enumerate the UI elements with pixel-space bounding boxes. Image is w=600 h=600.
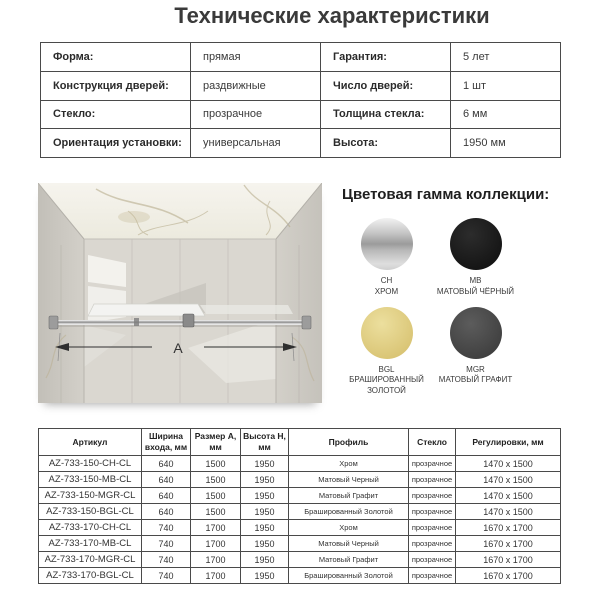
article-code-cell: AZ-733-170-MGR-CL — [39, 552, 142, 568]
color-section-title: Цветовая гамма коллекции: — [342, 186, 550, 203]
article-code-cell: AZ-733-150-BGL-CL — [39, 504, 142, 520]
article-value-cell: Матовый Черный — [289, 472, 409, 488]
spec-value: прозрачное — [191, 100, 321, 129]
article-value-cell: Брашированный Золотой — [289, 568, 409, 584]
spec-label: Число дверей: — [321, 71, 451, 100]
swatch-label — [433, 276, 519, 298]
article-value-cell: 1700 — [191, 552, 241, 568]
spec-value: 5 лет — [451, 43, 561, 72]
articles-header-cell: Ширина входа, мм — [142, 429, 191, 456]
article-value-cell: Матовый Графит — [289, 552, 409, 568]
article-value-cell: 1670 x 1700 — [456, 568, 561, 584]
article-value-cell: 1500 — [191, 504, 241, 520]
articles-table-body — [39, 456, 561, 584]
article-code-cell: AZ-733-170-CH-CL — [39, 520, 142, 536]
article-code-cell: AZ-733-170-BGL-CL — [39, 568, 142, 584]
article-value-cell: 640 — [142, 456, 191, 472]
article-value-cell: 1470 x 1500 — [456, 504, 561, 520]
articles-header-cell: Регулировки, мм — [456, 429, 561, 456]
article-value-cell: 1950 — [241, 456, 289, 472]
spec-value: 6 мм — [451, 100, 561, 129]
article-value-cell: 640 — [142, 504, 191, 520]
marble-ceiling — [38, 183, 322, 239]
swatch-ch — [342, 218, 431, 298]
article-value-cell: прозрачное — [409, 488, 456, 504]
article-value-cell: 640 — [142, 488, 191, 504]
article-value-cell: 1500 — [191, 472, 241, 488]
article-value-cell: 1670 x 1700 — [456, 536, 561, 552]
swatch-name: МАТОВЫЙ ЧЁРНЫЙ — [436, 286, 515, 296]
swatch-grid — [342, 218, 572, 397]
article-value-cell: 740 — [142, 536, 191, 552]
articles-row — [39, 552, 561, 568]
article-value-cell: прозрачное — [409, 568, 456, 584]
article-value-cell: 1950 — [241, 472, 289, 488]
swatch-code: CH — [380, 276, 393, 285]
product-image — [38, 183, 322, 403]
article-value-cell: 1500 — [191, 456, 241, 472]
article-value-cell: 1470 x 1500 — [456, 472, 561, 488]
article-value-cell: прозрачное — [409, 472, 456, 488]
articles-row — [39, 536, 561, 552]
articles-header-cell: Артикул — [39, 429, 142, 456]
article-value-cell: 740 — [142, 520, 191, 536]
shower-room-render — [38, 183, 322, 403]
swatch-label — [344, 276, 430, 298]
spec-label: Ориентация установки: — [41, 129, 191, 158]
articles-header-cell: Высота Н, мм — [241, 429, 289, 456]
article-value-cell: 1470 x 1500 — [456, 456, 561, 472]
swatch-code: MB — [469, 276, 482, 285]
article-value-cell: 1700 — [191, 536, 241, 552]
article-value-cell: 740 — [142, 552, 191, 568]
spec-label: Форма: — [41, 43, 191, 72]
article-code-cell: AZ-733-150-MB-CL — [39, 472, 142, 488]
spec-value: 1 шт — [451, 71, 561, 100]
article-value-cell: 740 — [142, 568, 191, 584]
article-code-cell: AZ-733-150-MGR-CL — [39, 488, 142, 504]
article-value-cell: 1670 x 1700 — [456, 552, 561, 568]
glass-panel — [200, 305, 293, 314]
article-value-cell: Матовый Черный — [289, 536, 409, 552]
color-collection-section — [342, 186, 572, 397]
swatch-mgr — [431, 307, 520, 397]
swatch-circle-ch — [361, 218, 413, 270]
swatch-mb — [431, 218, 520, 298]
article-value-cell: Брашированный Золотой — [289, 504, 409, 520]
article-code-cell: AZ-733-150-CH-CL — [39, 456, 142, 472]
articles-table — [38, 428, 561, 584]
spec-table — [40, 42, 561, 158]
article-value-cell: 1700 — [191, 568, 241, 584]
page-title: Технические характеристики — [174, 3, 490, 28]
article-value-cell: Матовый Графит — [289, 488, 409, 504]
article-value-cell: Хром — [289, 456, 409, 472]
articles-row — [39, 520, 561, 536]
articles-header-cell: Профиль — [289, 429, 409, 456]
article-value-cell: 1470 x 1500 — [456, 488, 561, 504]
swatch-code: MGR — [466, 364, 485, 374]
spec-label: Высота: — [321, 129, 451, 158]
article-value-cell: Хром — [289, 520, 409, 536]
article-value-cell: 1700 — [191, 520, 241, 536]
spec-value: раздвижные — [191, 71, 321, 100]
articles-header-cell: Стекло — [409, 429, 456, 456]
article-value-cell: 1950 — [241, 504, 289, 520]
swatch-circle-mb — [450, 218, 502, 270]
articles-table-header-row — [39, 429, 561, 456]
spec-label: Стекло: — [41, 100, 191, 129]
spec-row — [41, 129, 561, 158]
spec-label: Конструкция дверей: — [41, 71, 191, 100]
swatch-circle-bgl — [361, 307, 413, 359]
swatch-name: МАТОВЫЙ ГРАФИТ — [438, 375, 513, 385]
article-value-cell: 1950 — [241, 536, 289, 552]
swatch-code: BGL — [378, 364, 395, 374]
dimension-label: A — [173, 340, 183, 356]
spec-table-body — [41, 43, 561, 158]
spec-value: прямая — [191, 43, 321, 72]
spec-row — [41, 43, 561, 72]
swatch-bgl — [342, 307, 431, 397]
article-value-cell: прозрачное — [409, 520, 456, 536]
spec-value: универсальная — [191, 129, 321, 158]
article-value-cell: прозрачное — [409, 504, 456, 520]
article-value-cell: прозрачное — [409, 536, 456, 552]
swatch-label — [344, 365, 430, 397]
article-value-cell: 1500 — [191, 488, 241, 504]
swatch-circle-mgr — [450, 307, 502, 359]
article-value-cell: 1950 — [241, 552, 289, 568]
article-code-cell: AZ-733-170-MB-CL — [39, 536, 142, 552]
article-value-cell: 1670 x 1700 — [456, 520, 561, 536]
article-value-cell: прозрачное — [409, 552, 456, 568]
spec-label: Гарантия: — [321, 43, 451, 72]
article-value-cell: 1950 — [241, 488, 289, 504]
spec-value: 1950 мм — [451, 129, 561, 158]
articles-row — [39, 488, 561, 504]
swatch-name: БРАШИРОВАННЫЙ ЗОЛОТОЙ — [349, 375, 424, 396]
article-value-cell: прозрачное — [409, 456, 456, 472]
spec-row — [41, 71, 561, 100]
swatch-label — [433, 365, 519, 387]
articles-header-cell: Размер А, мм — [191, 429, 241, 456]
articles-row — [39, 568, 561, 584]
articles-row — [39, 456, 561, 472]
spec-label: Толщина стекла: — [321, 100, 451, 129]
article-value-cell: 1950 — [241, 568, 289, 584]
spec-row — [41, 100, 561, 129]
articles-row — [39, 472, 561, 488]
swatch-name: ХРОМ — [374, 286, 399, 296]
articles-row — [39, 504, 561, 520]
article-value-cell: 640 — [142, 472, 191, 488]
article-value-cell: 1950 — [241, 520, 289, 536]
